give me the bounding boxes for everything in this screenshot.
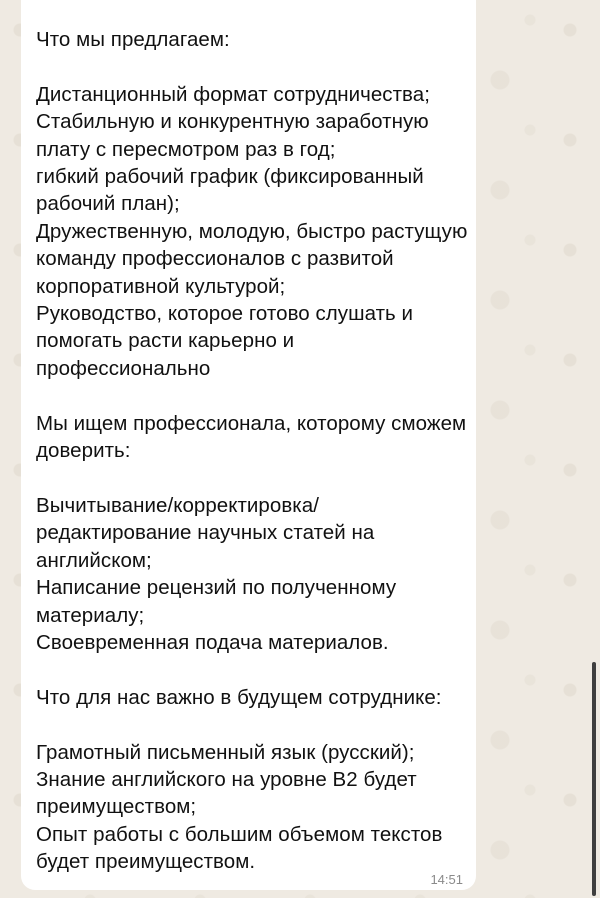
message-timestamp: 14:51 [430,872,463,887]
message-bubble[interactable] [21,0,476,890]
message-text: Что мы предлагаем: Дистанционный формат сотрудничества; Стабильную и конкурентную заработную плату с пересмотром раз в год; гибкий рабочий график (фиксированный рабочий план); Дружественную, молодую, быстро растущую команду профессионалов с развитой корпоративной культурой; Руководство, которое готово слушать и помогать расти карьерно и профессионально Мы ищем профессионала, которому сможем доверить: Вычитывание/корректировка/редактирование научных статей на английском; Написание рецензий по полученному материалу; Своевременная подача материалов. Что для нас важно в будущем сотруднике: Грамотный письменный язык (русский); Знание английского на уровне B2 будет преимуществом; Опыт работы с большим объемом текстов будет преимуществом. [36,28,468,874]
scrollbar[interactable] [592,662,596,896]
